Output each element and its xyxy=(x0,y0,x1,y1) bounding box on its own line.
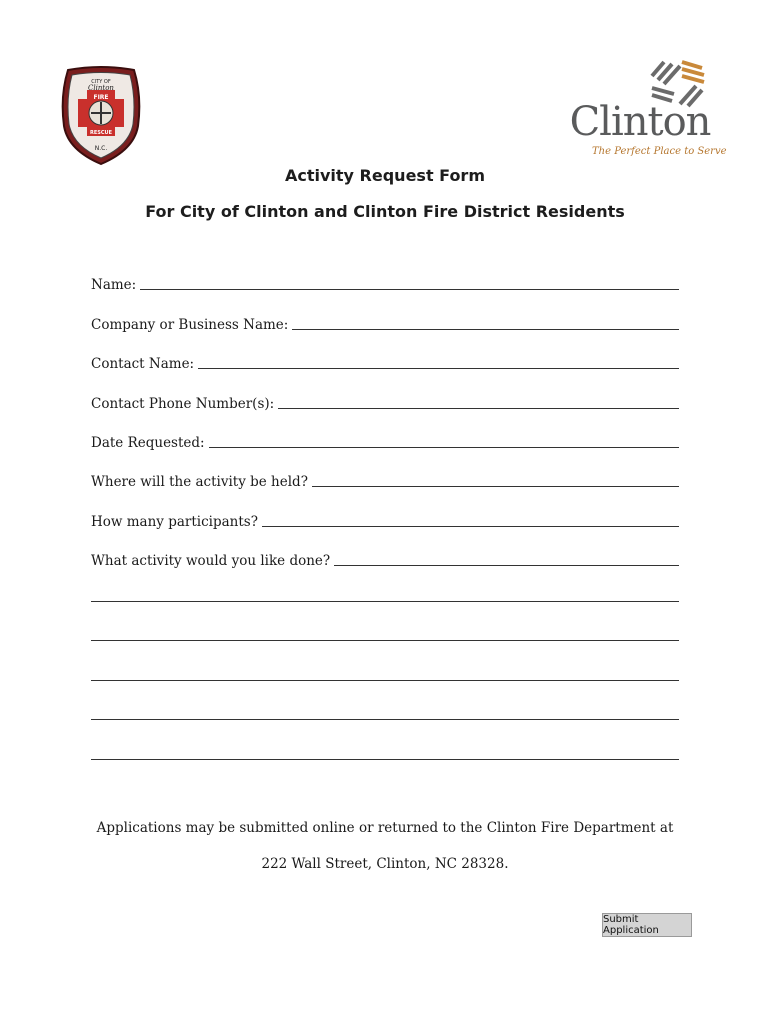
svg-text:CITY OF: CITY OF xyxy=(91,79,111,85)
contact-name-field[interactable] xyxy=(91,349,679,371)
contact-name-input[interactable] xyxy=(198,368,679,369)
form-subtitle: For City of Clinton and Clinton Fire District Residents xyxy=(145,202,625,221)
form-title: Activity Request Form xyxy=(284,166,485,185)
fire-department-badge-logo xyxy=(60,66,142,166)
activity-location-field[interactable] xyxy=(91,467,679,489)
activity-description-label: What activity would you like done? xyxy=(91,552,331,569)
activity-description-field[interactable] xyxy=(91,546,679,568)
clinton-logo-wordmark: Clinton xyxy=(569,99,711,145)
activity-description-line[interactable] xyxy=(91,759,679,760)
contact-phone-field[interactable] xyxy=(91,389,679,411)
activity-description-line[interactable] xyxy=(91,640,679,641)
svg-text:RESCUE: RESCUE xyxy=(89,130,113,136)
contact-phone-input[interactable] xyxy=(278,408,679,409)
name-field[interactable] xyxy=(91,270,679,292)
svg-text:Clinton: Clinton xyxy=(88,84,114,92)
participants-field[interactable] xyxy=(91,507,679,529)
company-name-label: Company or Business Name: xyxy=(91,316,289,333)
name-input[interactable] xyxy=(140,289,679,290)
date-requested-field[interactable] xyxy=(91,428,679,450)
clinton-logo-tagline: The Perfect Place to Serve xyxy=(592,146,727,157)
activity-description-line[interactable] xyxy=(91,680,679,681)
contact-phone-label: Contact Phone Number(s): xyxy=(91,395,275,412)
activity-location-input[interactable] xyxy=(312,486,679,487)
date-requested-label: Date Requested: xyxy=(91,434,205,451)
participants-label: How many participants? xyxy=(91,513,258,530)
activity-description-line[interactable] xyxy=(91,601,679,602)
clinton-city-logo xyxy=(566,56,727,168)
submit-application-button[interactable]: Submit Application xyxy=(602,913,692,937)
submission-instructions: Applications may be submitted online or returned to the Clinton Fire Department at xyxy=(96,820,674,836)
date-requested-input[interactable] xyxy=(209,447,679,448)
svg-text:N.C.: N.C. xyxy=(94,145,108,152)
name-label: Name: xyxy=(91,276,137,293)
activity-description-input[interactable] xyxy=(334,565,679,566)
participants-input[interactable] xyxy=(262,526,679,527)
activity-description-line[interactable] xyxy=(91,719,679,720)
contact-name-label: Contact Name: xyxy=(91,355,195,372)
activity-location-label: Where will the activity be held? xyxy=(91,473,308,490)
company-name-input[interactable] xyxy=(292,329,679,330)
fire-department-address: 222 Wall Street, Clinton, NC 28328. xyxy=(261,856,509,872)
company-name-field[interactable] xyxy=(91,310,679,332)
svg-text:FIRE: FIRE xyxy=(93,94,109,101)
